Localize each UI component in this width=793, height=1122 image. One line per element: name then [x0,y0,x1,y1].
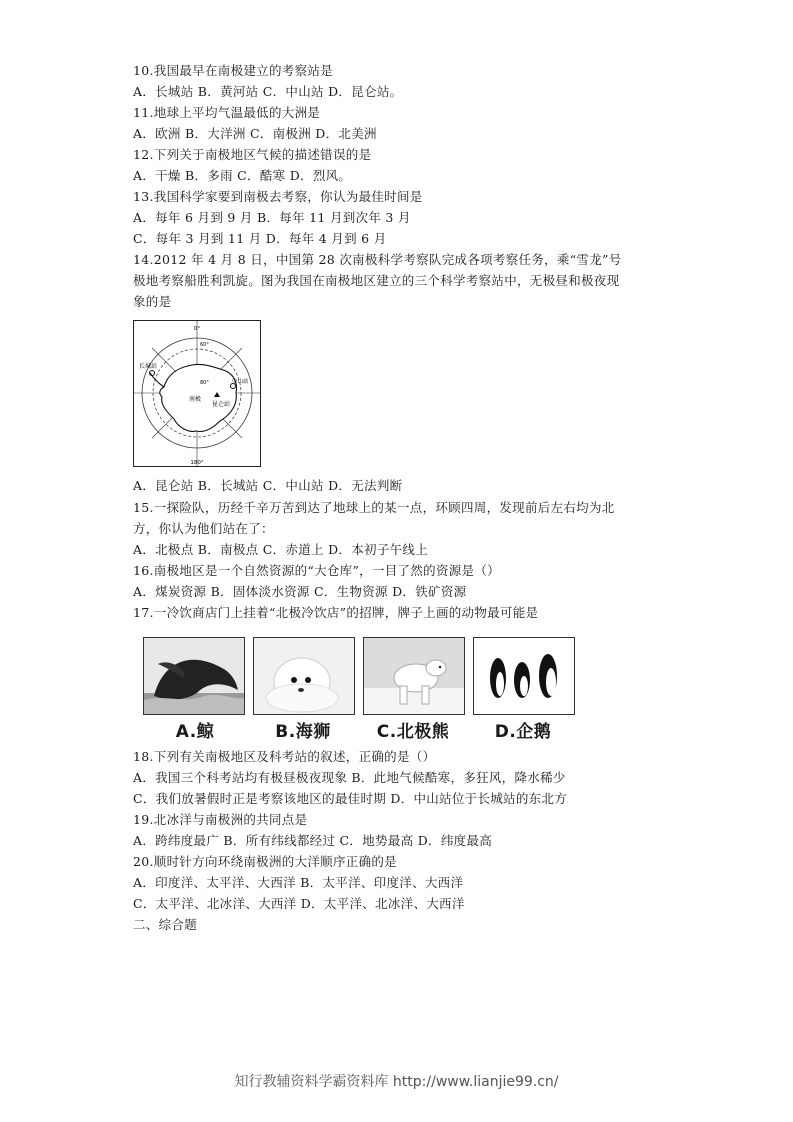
map-label-pole: 南极 [189,396,202,403]
polar-bear-icon [363,637,465,715]
animal-caption-d: D.企鹅 [494,722,552,742]
q16-stem: 16.南极地区是一个自然资源的“大仓库”，一目了然的资源是（） [133,563,500,578]
antarctica-map [133,320,261,467]
q14-stem-3: 象的是 [133,294,172,309]
seal-icon [253,637,355,715]
animal-caption-b: B.海狮 [275,722,331,742]
q17-stem: 17.一冷饮商店门上挂着“北极冷饮店”的招牌，牌子上画的动物最可能是 [133,605,539,620]
map-label-180: 180° [190,460,204,466]
map-label-80: 80° [200,380,209,386]
q12-options: A．干燥 B．多雨 C．酷寒 D．烈风。 [133,168,352,183]
q15-options: A．北极点 B．南极点 C．赤道上 D．本初子午线上 [133,542,429,557]
q10-stem: 10.我国最早在南极建立的考察站是 [133,63,333,78]
animal-caption-a: A.鲸 [175,722,215,742]
animal-options [143,637,573,745]
map-label-kunlun: 昆仑站 [212,401,231,408]
q14-options: A．昆仑站 B．长城站 C．中山站 D．无法判断 [133,478,403,493]
q15-stem-2: 方，你认为他们站在了： [133,521,274,536]
q18-options-1: A．我国三个科考站均有极昼极夜现象 B．此地气候酷寒，多狂风，降水稀少 [133,770,566,785]
map-label-changcheng: 长城站 [139,363,158,370]
q13-stem: 13.我国科学家要到南极去考察，你认为最佳时间是 [133,189,423,204]
footer-watermark: 知行教辅资料学霸资料库 http://www.lianjie99.cn/ [234,1074,559,1090]
penguin-icon [473,637,575,715]
q11-options: A．欧洲 B．大洋洲 C．南极洲 D．北美洲 [133,126,377,141]
q20-options-1: A．印度洋、太平洋、大西洋 B．太平洋、印度洋、大西洋 [133,875,464,890]
q14-stem-2: 极地考察船胜利凯旋。图为我国在南极地区建立的三个科学考察站中，无极昼和极夜现 [133,273,620,288]
map-label-60: 60° [200,342,209,348]
q13-options-2: C．每年 3 月到 11 月 D．每年 4 月到 6 月 [133,231,387,246]
q15-stem-1: 15.一探险队，历经千辛万苦到达了地球上的某一点，环顾四周，发现前后左右均为北 [133,500,615,515]
q10-options: A．长城站 B．黄河站 C．中山站 D．昆仑站。 [133,84,403,99]
q11-stem: 11.地球上平均气温最低的大洲是 [133,105,321,120]
q18-stem: 18.下列有关南极地区及科考站的叙述，正确的是（） [133,749,436,764]
q19-options: A．跨纬度最广 B．所有纬线都经过 C．地势最高 D．纬度最高 [133,833,493,848]
q16-options: A．煤炭资源 B．固体淡水资源 C．生物资源 D．铁矿资源 [133,584,467,599]
q19-stem: 19.北冰洋与南极洲的共同点是 [133,812,308,827]
q20-stem: 20.顺时针方向环绕南极洲的大洋顺序正确的是 [133,854,397,869]
map-label-zhongshan: 中山站 [232,379,249,385]
whale-icon [143,637,245,715]
q20-options-2: C．太平洋、北冰洋、大西洋 D．太平洋、北冰洋、大西洋 [133,896,465,911]
q18-options-2: C．我们放暑假时正是考察该地区的最佳时期 D．中山站位于长城站的东北方 [133,791,568,806]
q12-stem: 12.下列关于南极地区气候的描述错误的是 [133,147,372,162]
map-label-0: 0° [193,326,201,332]
q14-stem-1: 14.2012 年 4 月 8 日，中国第 28 次南极科学考察队完成各项考察任务，乘“雪龙”号 [133,252,622,267]
animal-caption-c: C.北极熊 [376,722,450,742]
q13-options-1: A．每年 6 月到 9 月 B．每年 11 月到次年 3 月 [133,210,411,225]
section-heading: 二、综合题 [133,917,198,932]
